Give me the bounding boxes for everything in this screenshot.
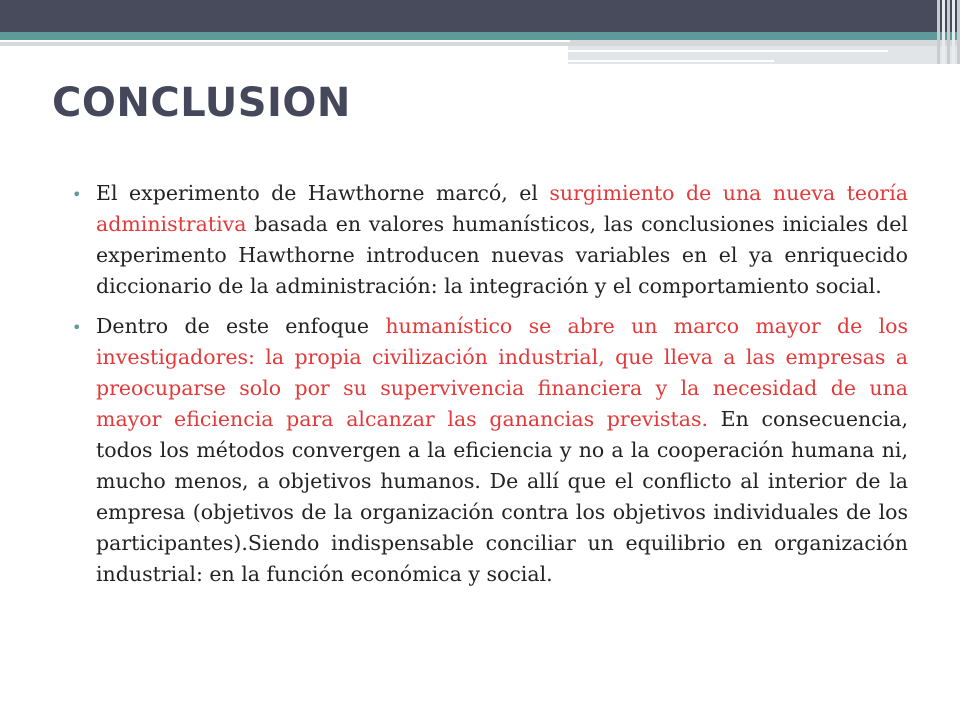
header-vertical-bars	[936, 0, 960, 64]
header-accent-stripe	[0, 32, 960, 40]
bullet-text: basada en valores humanísticos, las conclusiones iniciales del experimento Hawthorne introducen nuevas variables en el ya enriquecido diccionario de la administración: la integración y el comportamiento social.	[96, 212, 908, 298]
bullet-text: En consecuencia, todos los métodos convergen a la eficiencia y no a la cooperación humana ni, mucho menos, a objetivos humanos. De allí que el conflicto al interior de la empresa (objetivos de la organización contra los objetivos individuales de los participantes).Siendo indispensable conciliar un equilibrio en organización industrial: en la función económica y social.	[96, 407, 908, 586]
header-bar	[0, 0, 960, 32]
bullet-dot-icon: •	[72, 318, 82, 337]
bullet-list	[70, 178, 908, 599]
bullet-item-1	[70, 178, 908, 302]
header-decor-line	[568, 50, 888, 52]
bullet-highlight: surgimiento de una nueva teoría administrativa	[96, 181, 908, 236]
bullet-text: Dentro de este enfoque	[96, 314, 386, 338]
bullet-highlight: humanístico se abre un marco mayor de los investigadores: la propia civilización industrial, que lleva a las empresas a preocuparse solo por su supervivencia financiera y la necesidad de una mayor eficiencia para alcanzar las ganancias previstas.	[96, 314, 908, 431]
bullet-dot-icon: •	[72, 185, 82, 204]
header-divider-line	[0, 40, 570, 42]
header-decor-line-short	[568, 60, 774, 62]
bullet-text: El experimento de Hawthorne marcó, el	[96, 181, 550, 205]
bullet-item-2	[70, 311, 908, 590]
slide-title: CONCLUSION	[52, 80, 351, 126]
